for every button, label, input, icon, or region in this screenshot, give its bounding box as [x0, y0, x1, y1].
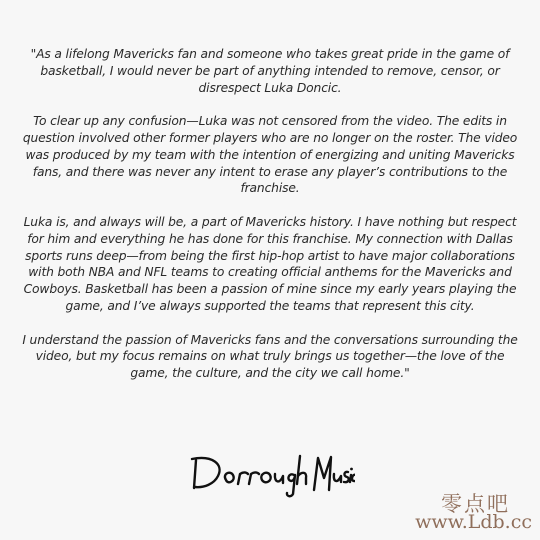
dorrough-music-signature-logo: [190, 450, 355, 500]
watermark-url-text: www.Ldb.cc: [415, 511, 532, 533]
watermark-chinese-text: 零点吧: [441, 492, 510, 516]
statement-paragraph-1: "As a lifelong Mavericks fan and someone who takes great pride in the game of basketball, I would never be part of anything intended to remove, censor, or disrespect Luka Doncic.: [30, 47, 510, 95]
statement-paragraph-4: I understand the passion of Mavericks fans and the conversations surrounding the video, but my focus remains on what truly brings us together—the love of the game, the culture, and the city we call home.": [22, 332, 518, 381]
statement-paragraph-2: To clear up any confusion—Luka was not censored from the video. The edits in question involved other former players who are no longer on the roster. The video was produced by my team with the intention of energizing and uniting Mavericks fans, and there was never any intent to erase any player’s contributions to the franchise.: [22, 114, 518, 196]
statement-text: [22, 46, 518, 399]
statement-paragraph-3: Luka is, and always will be, a part of Mavericks history. I have nothing but respect for him and everything he has done for this franchise. My connection with Dallas sports runs deep—from being the first hip-hop artist to have major collaborations with both NBA and NFL teams to creating official anthems for the Mavericks and Cowboys. Basketball has been a passion of mine since my early years playing the game, and I’ve always supported the teams that represent this city.: [23, 214, 517, 313]
